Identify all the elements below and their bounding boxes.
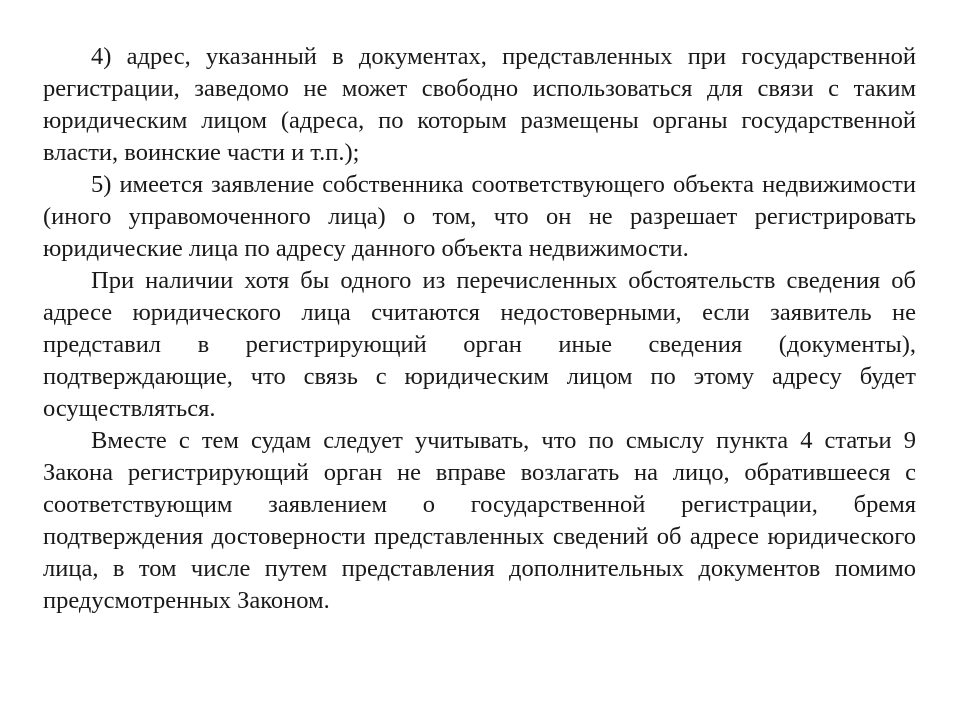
paragraph-item-5: 5) имеется заявление собственника соответствующего объекта недвижимости (иного управомоченного лица) о том, что он не разрешает регистрировать юридические лица по адресу данного объекта недвижимости. [43, 171, 916, 262]
document-page [43, 41, 916, 617]
paragraph-item-4: 4) адрес, указанный в документах, представленных при государственной регистрации, заведомо не может свободно использоваться для связи с таким юридическим лицом (адреса, по которым размещены органы государственной власти, воинские части и т.п.); [43, 43, 916, 166]
paragraph-court-guidance: Вместе с тем судам следует учитывать, что по смыслу пункта 4 статьи 9 Закона регистрирующий орган не вправе возлагать на лицо, обратившееся с соответствующим заявлением о государственной регистрации, бремя подтверждения достоверности представленных сведений об адресе юридического лица, в том числе путем представления дополнительных документов помимо предусмотренных Законом. [43, 427, 916, 614]
paragraph-unreliable-address: При наличии хотя бы одного из перечисленных обстоятельств сведения об адресе юридического лица считаются недостоверными, если заявитель не представил в регистрирующий орган иные сведения (документы), подтверждающие, что связь с юридическим лицом по этому адресу будет осуществляться. [43, 267, 916, 422]
